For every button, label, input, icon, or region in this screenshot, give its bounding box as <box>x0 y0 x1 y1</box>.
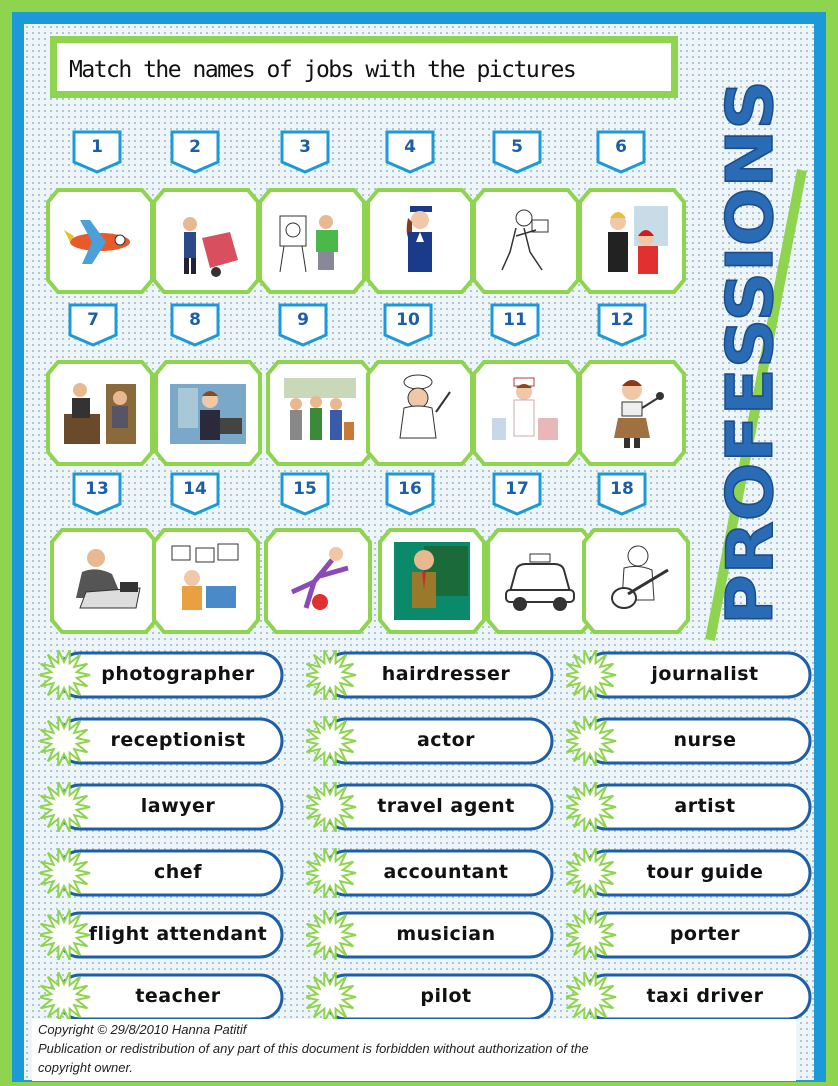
job-name: taxi driver <box>646 985 764 1007</box>
picture-number: 12 <box>610 310 634 330</box>
picture-number-tag <box>170 303 220 347</box>
word-card <box>566 848 814 898</box>
hairdresser-icon <box>594 202 670 280</box>
job-name: tour guide <box>646 861 764 883</box>
job-name: nurse <box>673 729 737 751</box>
picture-number: 15 <box>293 479 317 499</box>
job-name: musician <box>396 923 496 945</box>
taxi-icon <box>502 542 578 620</box>
picture-card <box>470 186 582 296</box>
picture-number: 7 <box>87 310 99 330</box>
picture-card <box>44 186 156 296</box>
picture-number: 16 <box>398 479 422 499</box>
word-card <box>566 972 814 1022</box>
flight-attendant-icon <box>382 202 458 280</box>
copyright-notice: Publication or redistribution of any part of this document is forbidden without authorization of the <box>38 1041 589 1056</box>
word-card <box>40 910 286 960</box>
picture-card <box>376 526 488 636</box>
word-card <box>566 782 814 832</box>
receptionist-icon <box>170 374 246 452</box>
picture-number: 9 <box>297 310 309 330</box>
picture-number: 1 <box>91 137 103 157</box>
picture-number-tag <box>280 130 330 174</box>
job-name: accountant <box>383 861 509 883</box>
picture-number: 11 <box>503 310 527 330</box>
guitar-musician-icon <box>598 542 674 620</box>
picture-number: 14 <box>183 479 207 499</box>
picture-card <box>364 186 476 296</box>
picture-number-tag <box>72 472 122 516</box>
picture-number: 2 <box>189 137 201 157</box>
job-name: hairdresser <box>381 663 511 685</box>
word-card <box>40 848 286 898</box>
job-name: receptionist <box>110 729 246 751</box>
picture-card <box>262 526 374 636</box>
picture-number: 3 <box>299 137 311 157</box>
word-card <box>306 716 556 766</box>
artist-easel-icon <box>274 202 350 280</box>
picture-card <box>152 358 264 468</box>
nurse-icon <box>488 374 564 452</box>
professions-title-text: PROFESSIONS <box>714 119 788 625</box>
picture-number-tag <box>170 130 220 174</box>
picture-card <box>364 358 476 468</box>
job-name: lawyer <box>140 795 216 817</box>
professions-title <box>690 50 810 650</box>
word-card <box>566 650 814 700</box>
picture-number: 6 <box>615 137 627 157</box>
copyright-line: Copyright © 29/8/2010 Hanna Patitif <box>38 1022 247 1037</box>
picture-card <box>576 186 688 296</box>
job-name: teacher <box>135 985 221 1007</box>
job-name: artist <box>674 795 736 817</box>
word-card <box>306 848 556 898</box>
picture-number-tag <box>385 130 435 174</box>
word-card <box>40 716 286 766</box>
picture-number: 5 <box>511 137 523 157</box>
picture-card <box>48 526 160 636</box>
teacher-blackboard-icon <box>394 542 470 620</box>
word-card <box>306 650 556 700</box>
accountant-desk-icon <box>66 542 142 620</box>
lawyer-courtroom-icon <box>62 374 138 452</box>
picture-number: 17 <box>505 479 529 499</box>
picture-number-tag <box>278 303 328 347</box>
picture-number: 18 <box>610 479 634 499</box>
picture-number-tag <box>68 303 118 347</box>
picture-card <box>150 186 262 296</box>
picture-number-tag <box>72 130 122 174</box>
picture-number: 10 <box>396 310 420 330</box>
picture-card <box>470 358 582 468</box>
copyright-box <box>32 1019 796 1081</box>
picture-number-tag <box>597 303 647 347</box>
instruction-text: Match the names of jobs with the pictures <box>69 57 576 83</box>
picture-number: 4 <box>404 137 416 157</box>
porter-trolley-icon <box>168 202 244 280</box>
picture-number: 8 <box>189 310 201 330</box>
instruction-box <box>50 36 678 98</box>
picture-card <box>580 526 692 636</box>
job-name: flight attendant <box>88 923 268 945</box>
job-name: chef <box>154 861 202 883</box>
word-card <box>566 716 814 766</box>
job-name: porter <box>669 923 741 945</box>
picture-number-tag <box>596 130 646 174</box>
picture-number-tag <box>383 303 433 347</box>
word-card <box>40 972 286 1022</box>
word-card <box>306 910 556 960</box>
picture-number-tag <box>280 472 330 516</box>
picture-number-tag <box>490 303 540 347</box>
word-card <box>306 972 556 1022</box>
picture-number: 13 <box>85 479 109 499</box>
word-card <box>306 782 556 832</box>
job-name: photographer <box>101 663 255 685</box>
job-name: pilot <box>420 985 472 1007</box>
picture-card <box>264 358 376 468</box>
picture-card <box>256 186 368 296</box>
picture-number-tag <box>492 472 542 516</box>
picture-card <box>44 358 156 468</box>
picture-number-tag <box>597 472 647 516</box>
job-name: travel agent <box>377 795 515 817</box>
tour-group-icon <box>282 374 358 452</box>
picture-number-tag <box>492 130 542 174</box>
picture-card <box>150 526 262 636</box>
word-card <box>40 650 286 700</box>
travel-agent-icon <box>168 542 244 620</box>
job-name: journalist <box>651 663 759 685</box>
word-card <box>40 782 286 832</box>
picture-number-tag <box>170 472 220 516</box>
chef-icon <box>382 374 458 452</box>
word-card <box>566 910 814 960</box>
photographer-icon <box>488 202 564 280</box>
picture-number-tag <box>385 472 435 516</box>
picture-card <box>576 358 688 468</box>
journalist-microphone-icon <box>594 374 670 452</box>
copyright-notice-end: copyright owner. <box>38 1060 133 1075</box>
actor-dancer-icon <box>280 542 356 620</box>
airplane-icon <box>62 202 138 280</box>
job-name: actor <box>416 729 476 751</box>
